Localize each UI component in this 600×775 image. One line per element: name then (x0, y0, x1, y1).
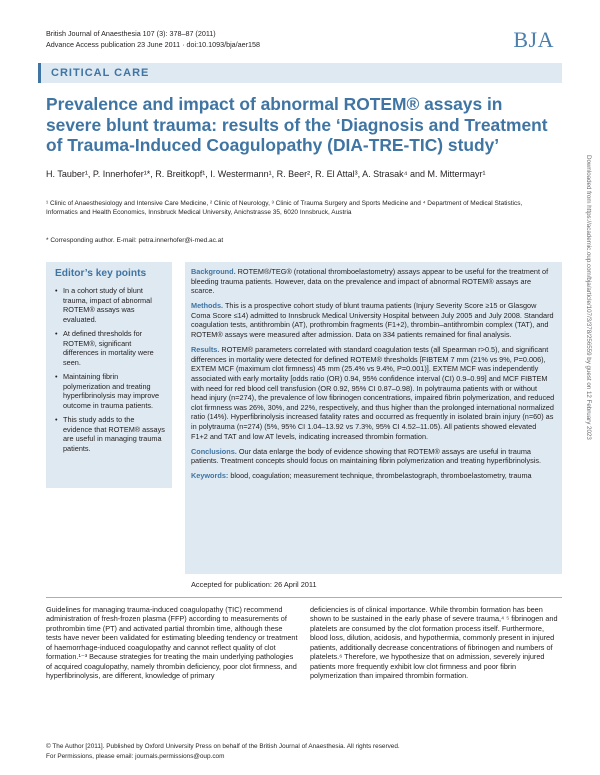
abstract-keywords (191, 471, 555, 481)
section-divider (46, 597, 562, 598)
background-label: Background. (191, 267, 236, 276)
journal-logo: BJA (513, 27, 554, 52)
section-label: CRITICAL CARE (51, 67, 150, 79)
corresponding-author: * Corresponding author. E-mail: petra.innerhofer@i-med.ac.at (46, 237, 224, 244)
page-footer (46, 742, 562, 761)
accepted-date: Accepted for publication: 26 April 2011 (191, 580, 317, 589)
methods-label: Methods. (191, 301, 224, 311)
journal-citation: British Journal of Anaesthesia 107 (3): 378–87 (2011) (46, 29, 216, 38)
copyright-notice: © The Author [2011]. Published by Oxford University Press on behalf of the British Journal of Anaesthesia. All rights reserved. (46, 743, 400, 750)
keywords-label: Keywords: (191, 471, 229, 481)
results-text: ROTEM® parameters correlated with standard coagulation tests (all Spearman r>0.5), and significant differences in mortality were detected for defined ROTEM® thresholds [FIBTEM 7 mm (21% vs 9%, P=0.006), EXTEM MCF (maximum clot firmness) 45 mm (25.4% vs 9.4%, P=0.001)]. EXTEM MCF was independently associated with early mortality [odds ratio (OR) 0.94, 95% confidence interval (CI) 0.9–0.99] and MCF FIBTEM with need for red blood cell transfusion (OR 0.92, 95% CI 0.87–0.98). In polytrauma patients with or without head injury (n=274), the prevalence of low fibrinogen concentrations, impaired fibrin polymerization, and reduced clot firmness was 26%, 30%, and 22%, respectively, and thus higher than the prolonged international normalized ratio (14%). Hyperfibrinolysis increased fatality rates and occurred as frequently in isolated brain injury (n=60) as in polytrauma (n=274) (5%, 95% CI 1.04–13.92 vs 7.3%, 95% CI 4.52–11.05). All patients showed elevated F1+2 and TAT and low AT levels, indicating increased thrombin formation. (191, 345, 555, 441)
conclusions-text: Our data enlarge the body of evidence showing that ROTEM® assays are useful in trauma patients. Treatment concepts should focus on maintaining fibrin polymerization and treating hyperfibrinolysis. (191, 446, 542, 466)
abstract-conclusions (191, 447, 555, 466)
download-watermark (581, 155, 592, 605)
key-points-box (46, 262, 172, 488)
article-title: Prevalence and impact of abnormal ROTEM® assays in severe blunt trauma: results of the ‘Diagnosis and Treatment of Trauma-Induced Coagulopathy (DIA-TRE-TIC) study’ (46, 94, 548, 155)
key-point-item: • In a cohort study of blunt trauma, impact of abnormal ROTEM® assays was evaluated. (55, 286, 165, 324)
key-points-list (55, 286, 165, 453)
key-point-item: • This study adds to the evidence that ROTEM® assays are useful in managing trauma patients. (55, 415, 165, 453)
abstract-results (191, 345, 555, 441)
body-text-right-column: deficiencies is of clinical importance. While thrombin formation has been shown to be sustained in the early phase of severe trauma,⁴ ⁵ fibrinogen and platelets are consumed by the clot formation process itself. Furthermore, blood loss, dilution, acidosis, and hypothermia, commonly present in injured patients, additionally decrease concentrations of fibrinogen and numbers of platelets.⁶ Therefore, we hypothesize that on admission, severely injured patients more frequently exhibit low clot firmness and poor fibrin polymerization than impaired thrombin formation. (310, 605, 558, 681)
abstract-box (185, 262, 562, 574)
keywords-text: blood, coagulation; measurement technique, thrombelastograph, thromboelastometry, trauma (230, 471, 532, 481)
key-point-item: • At defined thresholds for ROTEM®, significant differences in mortality were seen. (55, 329, 165, 367)
section-banner (38, 63, 562, 83)
advance-access-doi: Advance Access publication 23 June 2011 · doi:10.1093/bja/aer158 (46, 40, 261, 49)
affiliations: ¹ Clinic of Anaesthesiology and Intensive Care Medicine, ² Clinic of Neurology, ³ Clinic of Trauma Surgery and Sports Medicine and ⁴ Department of Medical Statistics, Informatics and Health Economics, Innsbruck Medical University, Anichstrasse 35, 6020 Innsbruck, Austria (46, 200, 523, 217)
conclusions-label: Conclusions. (191, 446, 237, 456)
key-point-item: • Maintaining fibrin polymerization and treating hyperfibrinolysis may improve outcome in trauma patients. (55, 372, 165, 410)
download-watermark-text: Downloaded from https://academic.oup.com/bja/article/107/3/378/256559 by guest on 12 February 2023 (585, 155, 592, 440)
abstract-background (191, 267, 555, 296)
key-points-heading: Editor’s key points (55, 268, 147, 279)
abstract-methods (191, 301, 555, 339)
background-text: ROTEM®/TEG® (rotational thromboelastometry) assays appear to be useful for the treatment of bleeding trauma patients. However, data on the prevalence and impact of abnormal ROTEM® assays are scarce. (191, 267, 549, 296)
results-label: Results. (191, 345, 220, 355)
author-list: H. Tauber¹, P. Innerhofer¹*, R. Breitkopf¹, I. Westermann¹, R. Beer², R. El Attal³, A. Strasak⁴ and M. Mittermayr¹ (46, 169, 486, 179)
methods-text: This is a prospective cohort study of blunt trauma patients (Injury Severity Score ≥15 or Glasgow Coma Score ≤14) admitted to Innsbruck Medical University Hospital between July 2005 and July 2008. Standard coagulation tests, antithrombin (AT), prothrombin fragments (F1+2), thrombin–antithrombin complex (TAT), and ROTEM® assays were measured after admission. Data on 334 patients remained for final analysis. (191, 301, 554, 340)
body-text-left-column: Guidelines for managing trauma-induced coagulopathy (TIC) recommend administration of fresh-frozen plasma (FFP) according to measurements of prothrombin time (PT) and activated partial thrombin time, although these tests have never been validated for estimating bleeding tendency or treatment of haemorrhage-induced coagulopathy and cannot reflect quality of clot formation.¹⁻³ Because strategies for treating the main underlying pathologies of acquired coagulopathy, namely thrombin deficiency, poor clot firmness, and hyperfibrinolysis, are different, knowledge of primary (46, 605, 298, 681)
permissions-notice: For Permissions, please email: journals.permissions@oup.com (46, 752, 225, 760)
